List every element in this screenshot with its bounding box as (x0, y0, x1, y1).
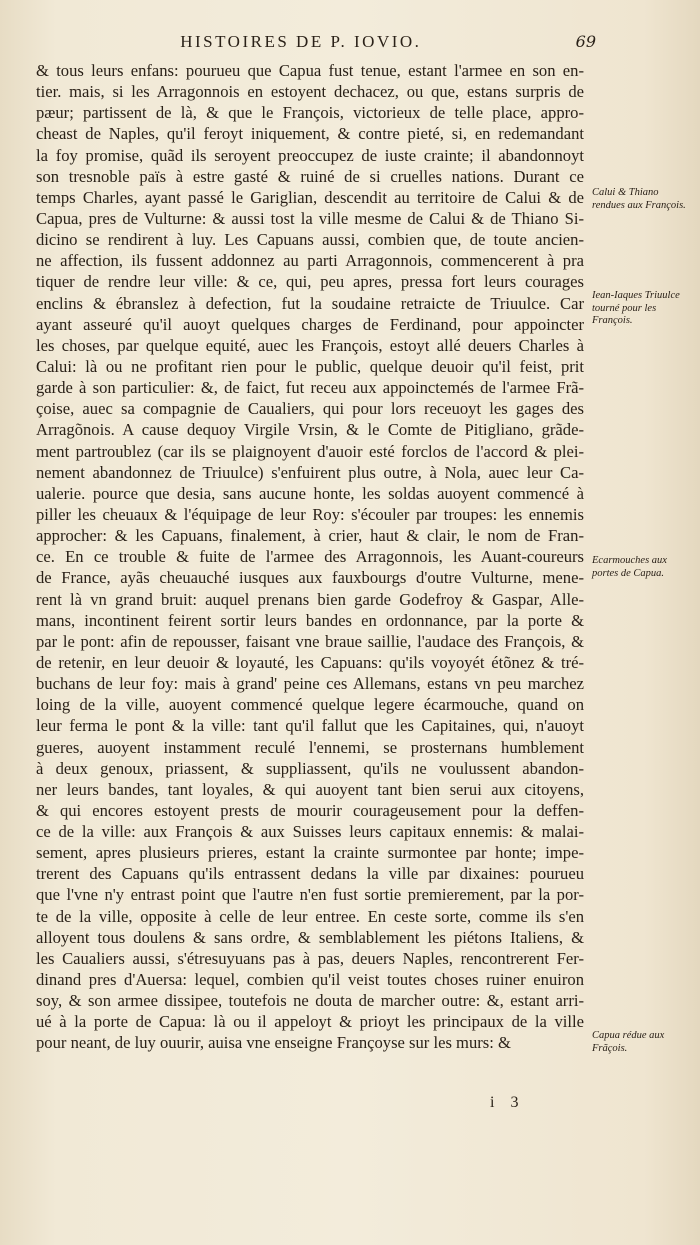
text-line: que l'vne n'y entrast point que l'autre n'en fust sortie premierement, par la por- (36, 885, 584, 905)
text-line: enclins & ébranslez à defection, fut la soudaine retraicte de Triuulce. Car (36, 293, 584, 313)
text-line: les choses, par quelque equité, auec les François, estoyt allé deuers Charles à (36, 335, 584, 355)
margin-note: Iean-Iaques Triuulce tourné pour les François. (592, 290, 680, 326)
text-line: Arragõnois. A cause dequoy Virgile Vrsin, & le Comte de Pitigliano, grãde- (36, 420, 584, 440)
text-line: tier. mais, si les Arragonnois en estoyent dechacez, ou que, estans surpris de (36, 82, 584, 102)
text-line: trerent des Capuans qu'ils entrassent dedans la ville par dixaines: pourueu (36, 864, 584, 884)
text-line: la foy promise, quãd ils seroyent preoccupez de iuste crainte; il abandonnoyt (36, 145, 584, 165)
text-line: approcher: & les Capuans, finalement, à crier, haut & clair, le nom de Fran- (36, 526, 584, 546)
margin-note: Capua rédue aux Frãçois. (592, 1030, 665, 1054)
text-line: ment partroublez (car ils se plaignoyent d'auoir esté forclos de l'accord & plei- (36, 441, 584, 461)
text-line: les Caualiers aussi, s'étresuyuans pas à pas, deuers Naples, rencontrerent Fer- (36, 948, 584, 968)
text-line: buchans de leur foy: mais à grand' peine ces Allemans, estans vn peu marchez (36, 674, 584, 694)
text-line: mans, incontinent feirent sortir leurs bandes en ordonnance, par la porte & (36, 610, 584, 630)
text-line: par le pont: afin de repousser, faisant vne braue saillie, l'audace des François, & (36, 631, 584, 651)
text-line: de France, ayãs cheuauché iusques aux fauxbourgs d'outre Vulturne, mene- (36, 568, 584, 588)
text-line: ce. En ce trouble & fuite de l'armee des Arragonnois, les Auant-coureurs (36, 547, 584, 567)
text-line: pour neant, de luy ouurir, auisa vne enseigne Françoyse sur les murs: & (36, 1033, 511, 1053)
text-line: de retenir, en leur deuoir & loyauté, les Capuans: qu'ils voyoyét étõnez & tré- (36, 652, 584, 672)
text-line: garde à son particulier: &, de faict, fut receu aux appoinctemés de l'armee Frã- (36, 378, 584, 398)
text-line: soy, & son armee dissipee, toutefois ne douta de marcher outre: &, estant arri- (36, 991, 584, 1011)
text-line: alloyent tous doulens & sans ordre, & semblablement les piétons Italiens, & (36, 927, 584, 947)
text-line: & qui encores estoyent prests de mourir courageusement pour la deffen- (36, 800, 584, 820)
text-line: sement, apres plusieurs prieres, estant la crainte surmontee par honte; impe- (36, 843, 584, 863)
text-line: pæur; partissent de là, & que le François, victorieux de telle place, appro- (36, 103, 584, 123)
text-line: tiquer de rendre leur ville: & ce, qui, peu apres, pressa fort leurs courages (36, 272, 584, 292)
text-line: son tresnoble païs à estre gasté & ruiné de si cruelles nations. Durant ce (36, 166, 584, 186)
page-number: 69 (575, 32, 596, 51)
text-line: te de la ville, opposite à celle de leur entree. En ceste sorte, comme ils s'en (36, 906, 584, 926)
text-line: temps Charles, ayant passé le Gariglian, descendit au territoire de Calui & de (36, 187, 584, 207)
signature-mark: i 3 (490, 1094, 525, 1111)
text-line: ne affection, ils fussent addonnez au parti Arragonnois, commencerent à pra (36, 251, 584, 271)
text-line: rent là vn grand bruit: auquel prenans bien garde Godefroy & Gaspar, Alle- (36, 589, 584, 609)
text-line: gueres, auoyent instamment reculé l'ennemi, se prosternans humblement (36, 737, 584, 757)
page-header (36, 32, 596, 52)
text-line: nement abandonnez de Triuulce) s'enfuirent plus outre, à Nola, auec leur Ca- (36, 462, 584, 482)
text-line: çoise, auec sa compagnie de Caualiers, qui pour lors receuoyt les gages des (36, 399, 584, 419)
text-line: ualerie. pource que desia, sans aucune honte, les soldas auoyent commencé à (36, 483, 584, 503)
text-line: leur ferma le pont & la ville: tant qu'il fallut que les Capitaines, qui, n'auoyt (36, 716, 584, 736)
text-line: dicino se rendirent à luy. Les Capuans aussi, combien que, de toute ancien- (36, 230, 584, 250)
text-line: Capua, pres de Vulturne: & aussi tost la ville mesme de Calui & de Thiano Si- (36, 208, 584, 228)
text-line: loing de la ville, auoyent commencé quelque legere écarmouche, quand on (36, 695, 584, 715)
text-line: à deux genoux, priassent, & suppliassent, qu'ils ne voulussent abandon- (36, 758, 584, 778)
text-line: cheast de Naples, qu'il feroyt iniquement, & contre pieté, si, en redemandant (36, 124, 584, 144)
running-head: HISTOIRES DE P. IOVIO. (180, 32, 422, 51)
text-line: piller les cheuaux & l'équipage de leur Roy: s'écouler par troupes: les ennemis (36, 504, 584, 524)
body-text (36, 60, 584, 1054)
text-line: ner leurs bandes, tant loyales, & qui auoyent tant bien serui aux citoyens, (36, 779, 584, 799)
text-line: dinand pres d'Auersa: lequel, combien qu'il veist toutes choses ruiner enuiron (36, 970, 584, 990)
margin-note: Calui & Thiano rendues aux François. (592, 187, 686, 211)
text-line: ué à la porte de Capua: là ou il appeloyt & prioyt les principaux de la ville (36, 1012, 584, 1032)
text-line: Calui: là ou ne profitant rien pour le public, quelque deuoir qu'il feist, prit (36, 356, 584, 376)
margin-note: Ecarmouches aux portes de Capua. (592, 555, 667, 579)
text-line: & tous leurs enfans: pourueu que Capua fust tenue, estant l'armee en son en- (36, 61, 584, 80)
text-line: ayant asseuré qu'il auoyt quelques charges de Ferdinand, pour appoincter (36, 314, 584, 334)
text-line: ce de la ville: aux François & aux Suisses leurs capitaux ennemis: & malai- (36, 822, 584, 842)
